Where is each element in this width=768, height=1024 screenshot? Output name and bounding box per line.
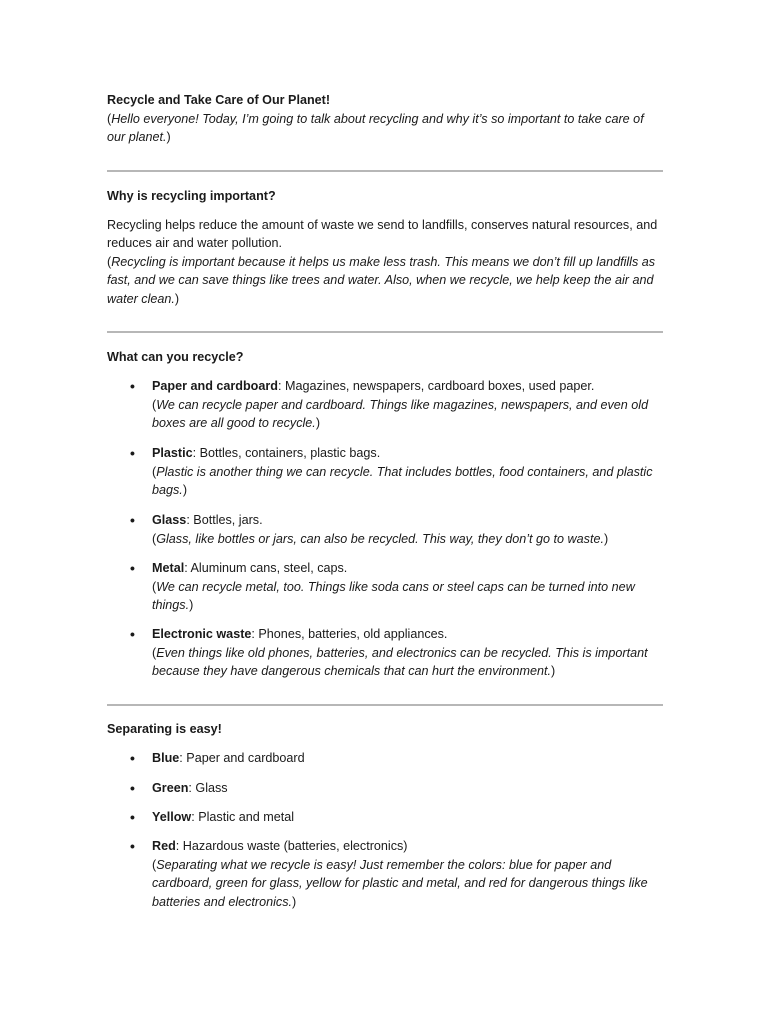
list-item-body bbox=[152, 625, 663, 681]
document-title: Recycle and Take Care of Our Planet! bbox=[107, 93, 331, 107]
item-label: Yellow bbox=[152, 810, 192, 824]
item-label: Green bbox=[152, 781, 189, 795]
bullet-icon: • bbox=[130, 560, 135, 576]
list-item-body bbox=[152, 749, 663, 768]
section-divider bbox=[107, 331, 663, 333]
why-text: Recycling helps reduce the amount of waste we send to landfills, conserves natural resources, and reduces air and water pollution. bbox=[107, 217, 658, 251]
paren-open: ( bbox=[152, 857, 157, 872]
why-heading: Why is recycling important? bbox=[107, 189, 276, 203]
item-note: Plastic is another thing we can recycle. That includes bottles, food containers, and plastic bags. bbox=[152, 464, 653, 498]
item-text: : Paper and cardboard bbox=[179, 751, 305, 765]
intro-note-text: Hello everyone! Today, I’m going to talk about recycling and why it’s so important to take care of our planet. bbox=[107, 111, 644, 145]
list-item-body bbox=[152, 377, 663, 433]
list-item-body bbox=[152, 559, 663, 615]
item-text: : Plastic and metal bbox=[191, 810, 295, 824]
paren-open: ( bbox=[152, 464, 157, 479]
separating-section bbox=[107, 720, 663, 739]
paren-close: ) bbox=[551, 664, 556, 679]
bullet-icon: • bbox=[130, 378, 135, 394]
item-text: : Magazines, newspapers, cardboard boxes, used paper. bbox=[277, 379, 595, 393]
item-text: : Aluminum cans, steel, caps. bbox=[184, 561, 348, 575]
why-note-text: Recycling is important because it helps us make less trash. This means we don’t fill up landfills as fast, and we can save things like trees and water. Also, when we recycle, we help keep the air and water clean. bbox=[107, 254, 656, 306]
item-note: We can recycle paper and cardboard. Things like magazines, newspapers, and even old boxes are all good to recycle. bbox=[152, 397, 649, 431]
paren-open: ( bbox=[107, 254, 112, 269]
item-note: Glass, like bottles or jars, can also be recycled. This way, they don’t go to waste. bbox=[156, 531, 604, 546]
why-note bbox=[107, 253, 663, 309]
bullet-icon: • bbox=[130, 512, 135, 528]
bullet-icon: • bbox=[130, 626, 135, 642]
list-item-body bbox=[152, 444, 663, 500]
paren-close: ) bbox=[603, 531, 609, 546]
item-label: Paper and cardboard bbox=[152, 379, 278, 393]
paren-close: ) bbox=[166, 130, 171, 145]
paren-close: ) bbox=[174, 291, 180, 306]
bullet-icon: • bbox=[130, 838, 135, 854]
item-label: Plastic bbox=[152, 446, 193, 460]
list-item-body bbox=[152, 837, 663, 911]
separating-heading: Separating is easy! bbox=[107, 722, 222, 736]
section-divider bbox=[107, 170, 663, 172]
item-label: Electronic waste bbox=[152, 627, 252, 641]
bullet-icon: • bbox=[130, 750, 135, 766]
list-item-body bbox=[152, 808, 663, 827]
paren-close: ) bbox=[189, 598, 194, 613]
item-text: : Bottles, containers, plastic bags. bbox=[192, 446, 381, 460]
intro-section bbox=[107, 91, 663, 147]
paren-open: ( bbox=[152, 531, 157, 546]
item-text: : Glass bbox=[188, 781, 228, 795]
what-heading: What can you recycle? bbox=[107, 350, 244, 364]
bullet-icon: • bbox=[130, 445, 135, 461]
paren-open: ( bbox=[152, 579, 157, 594]
item-text: : Phones, batteries, old appliances. bbox=[251, 627, 448, 641]
bullet-icon: • bbox=[130, 809, 135, 825]
paren-close: ) bbox=[182, 483, 188, 498]
item-label: Blue bbox=[152, 751, 180, 765]
list-item-body bbox=[152, 779, 663, 798]
item-text: : Hazardous waste (batteries, electronics) bbox=[175, 839, 408, 853]
paren-open: ( bbox=[107, 111, 112, 126]
paren-close: ) bbox=[315, 416, 321, 431]
section-divider bbox=[107, 704, 663, 706]
separating-note: Separating what we recycle is easy! Just remember the colors: blue for paper and cardboard, green for glass, yellow for plastic and metal, and red for dangerous things like batteries and electronics. bbox=[152, 857, 648, 909]
item-label: Glass bbox=[152, 513, 187, 527]
paren-open: ( bbox=[152, 397, 157, 412]
intro-note bbox=[107, 110, 663, 147]
why-section bbox=[107, 187, 663, 309]
item-note: We can recycle metal, too. Things like soda cans or steel caps can be turned into new things. bbox=[152, 579, 635, 613]
paren-open: ( bbox=[152, 645, 157, 660]
item-text: : Bottles, jars. bbox=[186, 513, 263, 527]
item-label: Red bbox=[152, 839, 176, 853]
item-label: Metal bbox=[152, 561, 185, 575]
item-note: Even things like old phones, batteries, and electronics can be recycled. This is important because they have dangerous chemicals that can hurt the environment. bbox=[152, 645, 648, 679]
list-item-body bbox=[152, 511, 663, 548]
paren-close: ) bbox=[292, 894, 297, 909]
bullet-icon: • bbox=[130, 780, 135, 796]
what-section bbox=[107, 348, 663, 367]
